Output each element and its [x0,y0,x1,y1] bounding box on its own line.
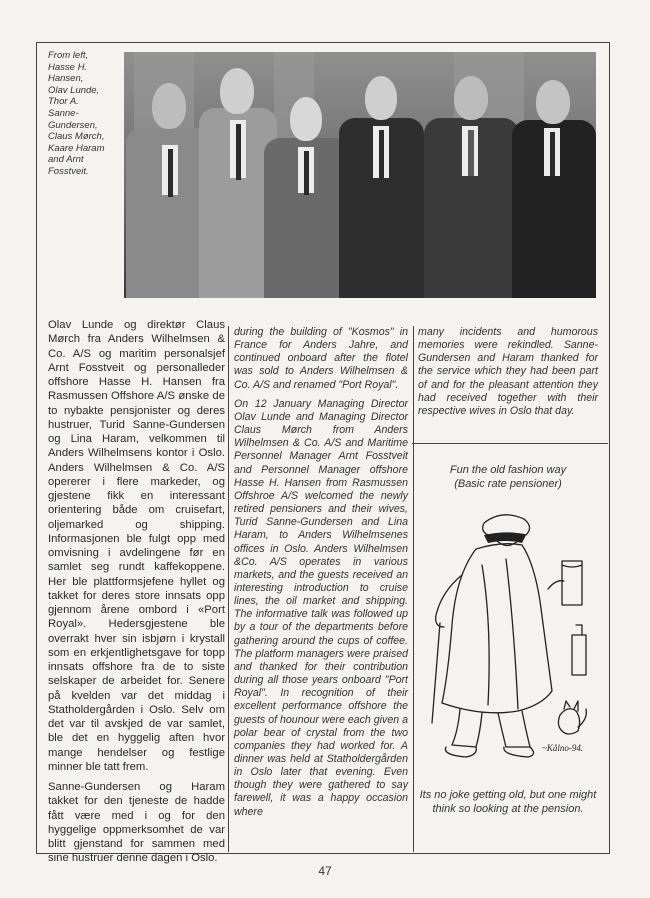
english-paragraph-2: On 12 January Managing Director Olav Lunde and Managing Director Claus Mørch from Anders Wilhelmsen & Co. A/S and Maritime Personnel Manager Arnt Fosstveit and Personnel Manager offshore Hasse H. Hansen from Rasmussen Offshroe A/S welcomed the newly retired pensioners and their wives, Turid Sanne-Gundersen and Lina Haram, to Anders Wilhelmsenes offices in Oslo. Anders Wilhelmsen &Co. A/S operates in various markets, and the guests received an interesting introduction to cruise lines, the oil market and shipping. The informative talk was followed up by a tour of the departments before gathering around the cups of coffee. The platform managers were praised and thanked for their contribution during all those years onboard "Port Royal". In recognition of their excellent performance offshore the guests of hounour were each given a polar bear of crystal from the two companies they had worked for. A dinner was held at Statholdergården in Oslo later that evening. Even though they were gathered to say farewell, it was a happy occasion where [234,397,408,818]
cartoon-trouser [452,709,482,747]
person-figure [512,80,596,298]
photo-caption: From left, Hasse H. Hansen, Olav Lunde, Thor A. Sanne- Gundersen, Claus Mørch, Kaare Haram and Arnt Fosstveit. [48,50,105,177]
group-photo [124,52,596,298]
cartoon-cat [558,701,579,734]
cartoon-title: Fun the old fashion way (Basic rate pensioner) [449,464,567,490]
cartoon-coat [442,544,552,713]
divider [412,443,608,444]
pensioner-cartoon [422,505,594,767]
norwegian-paragraph-2: Sanne-Gundersen og Haram takket for den tjeneste de hadde fått være med i og for den hyggelige oppmerksomhet de var blitt gjenstand for sammen med sine hustruer denne dagen i Oslo. [48,781,225,865]
english-article [234,326,408,825]
person-figure [264,93,349,298]
norwegian-article [48,318,225,872]
page-number: 47 [318,864,332,878]
norwegian-paragraph-1: Olav Lunde og direktør Claus Mørch fra Anders Wilhelmsen & Co. A/S og maritim personalsjef Arnt Fosstveit og personalleder offshore Hasse H. Hansen fra Rasmussen Offshore A/S ønske de to nybakte pensjonister og deres hustruer, Turid Sanne-Gundersen og Lina Haram, velkommen til Anders Wilhelmsens kontor i Oslo. Anders Wilhelmsen & Co. A/S opererer i flere markeder, og gjestene fikk en interessant orientering både om cruisefart, oljemarked og shipping. Informasjonen ble fulgt opp med omvisning i avdelingene før en samlet seg rundt kaffekoppene. Her ble plattformsjefene hyllet og takket for deres store innsats opp gjennom årene ombord i «Port Royal». Hedersgjestene ble overrakt hver sin isbjørn i krystall som en erkjentlighetsgave for topp innsats offshore fra de to siste selskaper de arbeidet for. Senere på kvelden var det middag i Statholdergården i Oslo. Selv om det var til avskjed de var samlet, ble det en hyggelig aften hvor mange hendelser og festlige minner ble tatt frem. [48,319,225,773]
cartoon-hat [483,515,530,535]
english-article-continued: many incidents and humorous memories were rekindled. Sanne-Gundersen and Haram thanked for the service which they had been part of and for the pleasant attention they had received together with their respective wives in Oslo that day. [418,326,598,417]
english-paragraph-1: during the building of "Kosmos" in France for Anders Jahre, and continued onboard after the flotel was sold to Anders Wilhelmsen & Co. A/S and renamed "Port Royal". [234,326,408,391]
person-figure [339,76,424,298]
cartoon-arm [436,575,462,627]
cartoon-signature: ~Kålno-94. [542,743,584,753]
cartoon-caption: Its no joke getting old, but one might think so looking at the pension. [419,789,597,815]
person-figure [424,76,519,298]
cartoon-bottle [572,625,586,675]
cartoon-cane [432,623,440,723]
